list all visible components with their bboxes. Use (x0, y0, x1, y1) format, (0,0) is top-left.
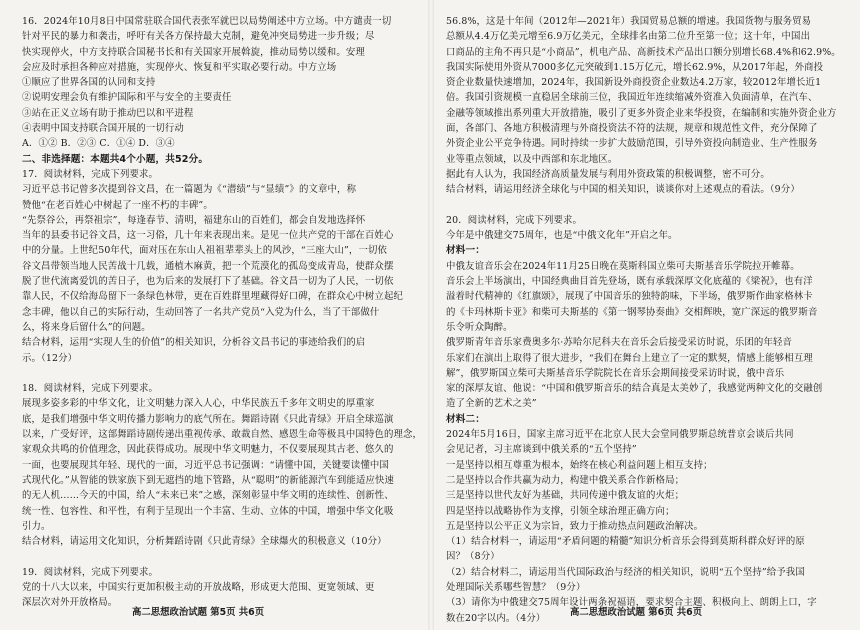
text-line: 式现代化。”从智能的铁家族下到无遮挡的地下管路，从“聪明”的新能源汽车到能适应快速 (22, 474, 395, 486)
page-fold (428, 0, 434, 630)
text-line: 一面，也要展现其年轻、现代的一面，习近平总书记强调：“请懂中国，关键要读懂中国 (22, 459, 389, 471)
text-line: “先祭谷公，再祭祖宗”，每逢春节、清明，福建东山的百姓们，都会自发地选择怀 (22, 214, 366, 226)
page-5-column (22, 14, 422, 611)
text-line: 总额从4.4万亿美元增至6.9万亿美元，全球排名由第二位升至第一位；这十年，中国出 (446, 31, 811, 43)
text-line: （3）请你为中俄建交75周年设计两条祝福语，要求契合主题、积极向上、朗朗上口，字 (446, 597, 817, 609)
text-line: 靠人民，不仅给海岛留下一条绿色林带，更在百姓群里埋藏得好口碑，在群众心中树立起纪 (22, 291, 404, 303)
text-line (22, 549, 422, 564)
text-line: （1）结合材料一，请运用“矛盾问题的精髓”知识分析音乐会得到莫斯科群众好评的原 (446, 536, 805, 548)
text-line: 习近平总书记曾多次提到谷文昌，在一篇题为《“潜绩”与“显绩”》的文章中，称 (22, 184, 357, 196)
text-line: 以来，广受好评，这部舞蹈诗剧传递出重视传承、敢裁自然、感恩生命等极具中国特色的理念， (22, 429, 422, 441)
text-line: 底，是我们增强中华文明传播力影响力的底气所在。舞蹈诗剧《只此青绿》开启全球巡演 (22, 413, 394, 425)
text-line: 家的深厚友谊、他说：“中国和俄罗斯音乐的结合真是太美妙了，我感觉两种文化的交融创 (446, 383, 823, 395)
text-line: 结合材料，运用“实现人生的价值”的相关知识，分析谷文昌书记的事迹给我们的启 (22, 337, 366, 349)
text-line: 解”，俄罗斯国立柴可夫斯基音乐学院院长在音乐会期间接受采访时说，俄中音乐 (446, 367, 785, 379)
text-line: 56.8%，这是十年间（2012年—2021年）我国贸易总额的增速。我国货物与服务贸易 (446, 16, 812, 27)
text-line: 乐令听众陶醉。 (446, 321, 513, 333)
text-line (446, 198, 846, 213)
text-line: 五是坚持以公平正义为宗旨，致力于推动热点问题政治解决。 (446, 520, 704, 532)
text-line: 面，各部门、各地方积极清理与外商投资法不符的法规，规章和规范性文件，充分保障了 (446, 123, 818, 135)
text-line: 材料一： (446, 245, 485, 257)
text-line: 造了全新的艺术之美” (446, 398, 537, 410)
text-line: ④表明中国支持联合国开展的一切行动 (22, 123, 184, 135)
text-line: 示。（12分） (22, 352, 78, 364)
text-line: 18．阅读材料，完成下列要求。 (22, 383, 159, 395)
text-line: 引力。 (22, 520, 51, 532)
text-line: 据此有人认为，我国经济高质量发展与利用外资政策的积极调整，密不可分。 (446, 168, 770, 180)
text-line: （2）结合材料二，请运用当代国际政治与经济的相关知识，说明“五个坚持”给予我国 (446, 566, 805, 578)
text-line: 结合材料，请运用经济全球化与中国的相关知识，谈谈你对上述观点的看法。（9分） (446, 184, 800, 196)
text-line: 材料二： (446, 413, 485, 425)
text-line: 的《卡玛林斯卡亚》和柴可夫斯基的《第一钢琴协奏曲》交相辉映，宽广深远的俄罗斯音 (446, 306, 818, 318)
text-line: 俄罗斯青年音乐家费奥多尔·苏哈尔尼科夫在音乐会后接受采访时说，乐团的年轻音 (446, 337, 793, 349)
text-line: 展现多姿多彩的中华文化，让文明魅力深入人心，中华民族五千多年文明史的厚重家 (22, 398, 375, 410)
text-line: 深层次对外开放格局。 (22, 597, 118, 609)
text-line: ①顺应了世界各国的认同和支持 (22, 77, 156, 89)
text-line: 三是坚持以世代友好为基础，共同传递中俄友谊的火炬； (446, 490, 685, 502)
text-line: 数在20字以内。（4分） (446, 612, 546, 624)
text-line: 会见记者，习主席谈到中俄关系的“五个坚持” (446, 444, 637, 456)
text-line: 业等重点领域，以及中西部和东北地区。 (446, 153, 618, 165)
text-line: 会应及时承担各种应对措施，实现停火、恢复和平实取必要行动。中方立场 (22, 61, 337, 73)
text-line: 倍。我国引资规模一直稳居全球前三位，我国近年连续缩减外资准入负面清单，在汽车、 (446, 92, 818, 104)
text-line: 统一性、包容性、和平性，有利于呈现出一个丰富、生动、立体的中国，增强中华文化吸 (22, 505, 394, 517)
text-line: 处理国际关系哪些智慧？（9分） (446, 581, 586, 593)
text-line (22, 366, 422, 381)
text-line: 的无人机……今天的中国，给人“未来已来”之感，深刻彰显中华文明的连续性、创新性、 (22, 490, 394, 502)
page-6-column (446, 14, 846, 626)
text-line: 金融等领域推出系列重大开放措施，吸引了更多外资企业来华投资，在编制和实施外资企业方 (446, 107, 837, 119)
text-line: 19．阅读材料，完成下列要求。 (22, 566, 159, 578)
text-line: 中的分量。上世纪50年代，面对压在东山人祖祖辈辈头上的风沙，“三座大山”，一切依 (22, 245, 388, 257)
text-line: 当年的县委书记谷文昌，这一习俗，几十年来表现出来。是见一位共产党的干部在百姓心 (22, 230, 394, 242)
text-line: 今年是中俄建交75周年，也是“中俄文化年”开启之年。 (446, 230, 678, 242)
text-line: 2024年5月16日，国家主席习近平在北京人民大会堂同俄罗斯总统普京会谈后共同 (446, 429, 794, 441)
text-line: ③站在正义立场有助于推动巴以和平进程 (22, 107, 194, 119)
text-line: 脱了世代流离爱饥的苦日子，也为后来的发展打下了基础。谷文昌一切为了人民，一切依 (22, 276, 394, 288)
text-line: 二、非选择题：本题共4个小题，共52分。 (22, 153, 209, 165)
text-line: 我国实际使用外资从7000多亿元突破到1.15万亿元，增长62.9%，从2017年起，外商投 (446, 61, 824, 73)
text-line: 资企业数量快速增加，2024年，我国新设外商投资企业数达4.2万家，较2012年增长近1 (446, 77, 822, 89)
text-line: ②说明安理会负有维护国际和平与安全的主要责任 (22, 92, 232, 104)
page-5-footer: 高二思想政治试题 第5页 共6页 (132, 607, 265, 618)
text-line: 四是坚持以战略协作为支撑，引领全球治理正确方向； (446, 505, 675, 517)
text-line: 针对平民的暴力和袭击，呼吁有关各方保持最大克制，避免冲突局势进一步升级；尽 (22, 31, 375, 43)
text-line: 中俄友谊音乐会在2024年11月25日晚在莫斯科国立柴可夫斯基音乐学院拉开帷幕。 (446, 260, 800, 272)
text-line: 因？（8分） (446, 551, 500, 563)
text-line: 外资企业公平竞争待遇。同时持续一步扩大鼓励范围，引导外资投向制造业、生产性服务 (446, 138, 818, 150)
text-line: 一是坚持以相互尊重为根本，始终在核心利益问题上相互支持； (446, 459, 713, 471)
text-line: 念丰碑，他以自己的实际行动，生动回答了一名共产党员“入党为什么，当了干部做什 (22, 306, 380, 318)
text-line: 乐家们在演出上取得了很大进步，“我们在舞台上建立了一定的默契，情感上能够相互理 (446, 352, 813, 364)
text-line: 谷文昌带领当地人民苦战十几载，通植木麻黄，把一个荒漠化的孤岛变成青岛，使群众摆 (22, 260, 394, 272)
text-line: 口商品的主角不再只是“小商品”，机电产品、高新技术产品出口额分别增长68.4%和62.9%。 (446, 46, 841, 58)
text-line: 家观众共鸣的价值理念，因此获得成功。展现中华文明魅力，不仅要展现其古老、悠久的 (22, 444, 394, 456)
text-line: 溢着时代精神的《红旗颂》，展现了中国音乐的独特韵味，下半场，俄罗斯作曲家格林卡 (446, 291, 813, 303)
text-line: A．①② B．②③ C．①④ D．③④ (22, 138, 175, 150)
text-line: 16．2024年10月8日中国常驻联合国代表张军就巴以局势阐述中方立场。中方谴责一切 (22, 16, 392, 27)
text-line: 快实现停火，中方支持联合国秘书长和有关国家开展斡旋，推动局势以缓和。安理 (22, 46, 365, 58)
text-line: 结合材料，请运用文化知识，分析舞蹈诗剧《只此青绿》全球爆火的积极意义（10分） (22, 536, 387, 548)
text-line: 么，将来身后留什么”的问题。 (22, 321, 151, 333)
text-line: 音乐会上半场演出，中国经典曲目首先登场，既有承载深厚文化底蕴的《梁祝》，也有洋 (446, 276, 813, 288)
text-line: 17．阅读材料，完成下列要求。 (22, 168, 159, 180)
text-line: 二是坚持以合作共赢为动力，构建中俄关系合作新格局； (446, 474, 685, 486)
text-line: 20．阅读材料，完成下列要求。 (446, 214, 583, 226)
text-line: 党的十八大以来，中国实行更加积极主动的开放战略，形成更大范围、更宽领域、更 (22, 581, 375, 593)
text-line: 赞他“在老百姓心中树起了一座不朽的丰碑”。 (22, 199, 213, 211)
page-6-footer: 高二思想政治试题 第6页 共6页 (570, 607, 703, 618)
